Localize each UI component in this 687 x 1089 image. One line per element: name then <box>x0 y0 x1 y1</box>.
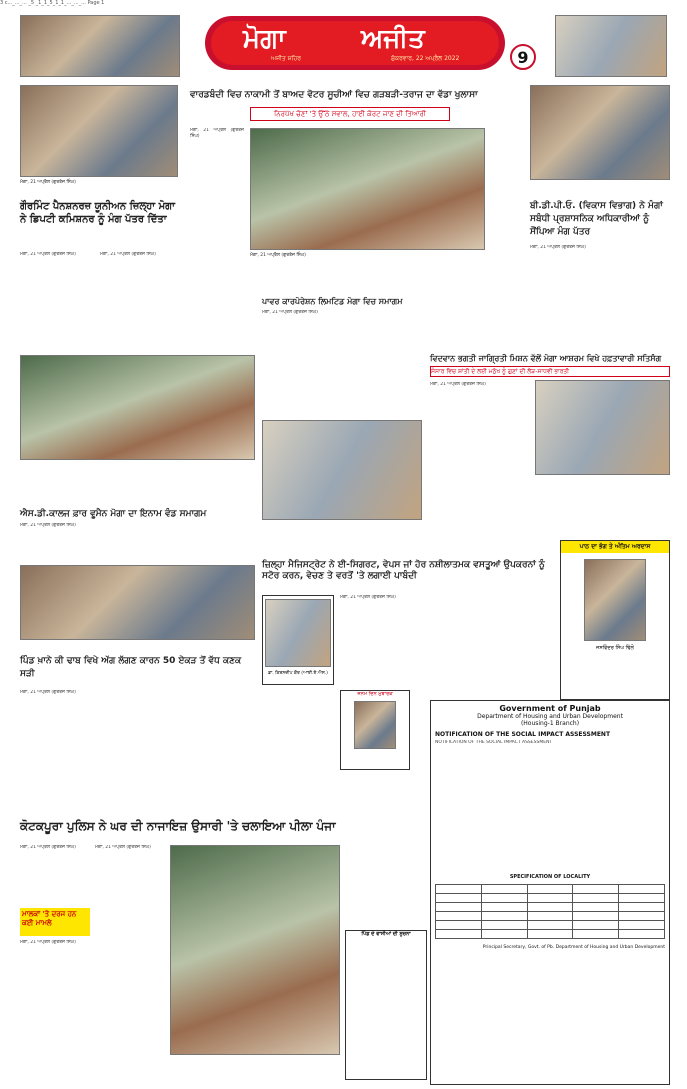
bhajan-headline: ਵਿਦਵਾਨ ਭਗਤੀ ਜਾਗ੍ਰਿਤੀ ਮਿਸ਼ਨ ਵੱਲੋਂ ਮੋਗਾ ਆਸ਼ਰਮ ਵਿਖੇ ਹਫ਼ਤਾਵਾਰੀ ਸਤਿਸੰਗ <box>430 354 662 363</box>
gov-table <box>435 884 665 939</box>
bhog-name: ਜਸਵਿੰਦਰ ਸਿੰਘ ਢਿੱਲੋਂ <box>596 645 634 651</box>
school-body: ਮੋਗਾ, 21 ਅਪ੍ਰੈਲ (ਗੁਰਤੇਜ ਸਿੰਘ) <box>20 523 76 528</box>
demolition-photo <box>170 845 340 1055</box>
dm-body: ਮੋਗਾ, 21 ਅਪ੍ਰੈਲ (ਗੁਰਤੇਜ ਸਿੰਘ) <box>340 595 396 600</box>
bhajan-photo <box>535 380 670 475</box>
bhajan-body: ਮੋਗਾ, 21 ਅਪ੍ਰੈਲ (ਗੁਰਤੇਜ ਸਿੰਘ) <box>430 382 486 387</box>
pension-body-2: ਮੋਗਾ, 21 ਅਪ੍ਰੈਲ (ਗੁਰਤੇਜ ਸਿੰਘ) <box>100 252 156 257</box>
village-headline: ਪਿੰਡ ਖ਼ਾਨੇ ਕੀ ਢਾਬ ਵਿਖੇ ਅੱਗ ਲੱਗਣ ਕਾਰਨ 50 ਏਕੜ ਤੋਂ ਵੱਧ ਕਣਕ ਸੜੀ <box>20 656 242 679</box>
gov-branch: (Housing-1 Branch) <box>520 720 580 727</box>
masthead-sub-left: ਅਜੀਤ ਸ਼ਹਿਰ <box>271 55 301 62</box>
masthead-ajit: ਅਜੀਤ <box>361 24 425 54</box>
pension-photo <box>20 85 178 177</box>
kotkapura-body-3: ਮੋਗਾ, 21 ਅਪ੍ਰੈਲ (ਗੁਰਤੇਜ ਸਿੰਘ) <box>95 845 151 850</box>
birthday-photo <box>354 701 396 749</box>
officer-box <box>262 595 334 685</box>
gov-dept: Department of Housing and Urban Development <box>477 713 623 720</box>
kotkapura-headline: ਕੋਟਕਪੂਰਾ ਪੁਲਿਸ ਨੇ ਘਰ ਦੀ ਨਾਜਾਇਜ਼ ਉਸਾਰੀ 'ਤੇ ਚਲਾਇਆ ਪੀਲਾ ਪੰਜਾ <box>20 819 336 833</box>
kotkapura-box: ਮਾਲਕਾਂ 'ਤੇ ਦਰਜ ਹਨ ਕਈ ਮਾਮਲੇ <box>20 908 90 936</box>
gov-notice-body: NOTIFICATION OF THE SOCIAL IMPACT ASSESSMENT <box>435 740 553 745</box>
bdpo-body: ਮੋਗਾ, 21 ਅਪ੍ਰੈਲ (ਗੁਰਤੇਜ ਸਿੰਘ) <box>530 245 586 250</box>
top-headline: ਵਾਰਡਬੰਦੀ ਵਿਚ ਨਾਕਾਮੀ ਤੋਂ ਬਾਅਦ ਵੋਟਰ ਸੂਚੀਆਂ ਵਿਚ ਗੜਬੜੀ-ਤਰਾਜ ਦਾ ਵੱਡਾ ਖੁਲਾਸਾ <box>190 90 478 100</box>
masthead-date: ਸ਼ੁੱਕਰਵਾਰ, 22 ਅਪ੍ਰੈਲ 2022 <box>391 55 460 62</box>
probate-title: ਪਿੰਡ ਦੇ ਵਾਸੀਆਂ ਦੀ ਸੂਚਨਾ <box>361 931 411 937</box>
pension-caption: ਮੋਗਾ, 21 ਅਪ੍ਰੈਲ (ਗੁਰਤੇਜ ਸਿੰਘ) <box>20 180 76 185</box>
pahwa-headline: ਪਾਵਰ ਕਾਰਪੋਰੇਸ਼ਨ ਲਿਮਟਿਡ ਮੋਗਾ ਵਿਚ ਸਮਾਗਮ <box>262 297 403 306</box>
masthead-banner <box>205 16 505 70</box>
probate-notice <box>345 930 427 1080</box>
school-photo <box>20 355 255 460</box>
gov-notice <box>430 700 670 1085</box>
village-photo <box>20 565 255 640</box>
school-headline: ਐਸ.ਡੀ.ਕਾਲਜ ਫ਼ਾਰ ਵੂਮੈਨ ਮੋਗਾ ਦਾ ਇਨਾਮ ਵੰਡ ਸਮਾਗਮ <box>20 509 207 519</box>
gov-title: Government of Punjab <box>499 704 601 713</box>
main-body-1: ਮੋਗਾ, 21 ਅਪ੍ਰੈਲ (ਗੁਰਤੇਜ ਸਿੰਘ) <box>190 128 244 140</box>
bdpo-photo <box>530 85 670 180</box>
gov-table-title: SPECIFICATION OF LOCALITY <box>509 874 591 880</box>
dm-headline: ਜ਼ਿਲ੍ਹਾ ਮੈਜਿਸਟ੍ਰੇਟ ਨੇ ਈ-ਸਿਗਰਟ, ਵੇਪਸ ਜਾਂ ਹੋਰ ਨਸ਼ੀਲਾਤਮਕ ਵਸਤੂਆਂ ਉਪਕਰਨਾਂ ਨੂੰ ਸਟੋਰ ਕਰਨ, ਵੇਚਣ ਤੇ ਵਰਤੋਂ 'ਤੇ ਲਗਾਈ ਪਾਬੰਦੀ <box>262 560 545 581</box>
bhog-portrait <box>584 559 646 641</box>
bhog-title: ਪਾਠ ਦਾ ਭੋਗ ਤੇ ਅੰਤਿਮ ਅਰਦਾਸ <box>561 541 669 553</box>
meeting-caption: ਮੋਗਾ, 21 ਅਪ੍ਰੈਲ (ਗੁਰਤੇਜ ਸਿੰਘ) <box>250 253 306 258</box>
birthday-ad <box>340 690 410 770</box>
bdpo-headline: ਬੀ.ਡੀ.ਪੀ.ਓ. (ਵਿਕਾਸ ਵਿਭਾਗ) ਨੇ ਮੰਗਾਂ ਸਬੰਧੀ ਪ੍ਰਸ਼ਾਸਨਿਕ ਅਧਿਕਾਰੀਆਂ ਨੂੰ ਸੌਂਪਿਆ ਮੰਗ ਪੱਤਰ <box>530 201 663 237</box>
kotkapura-body-1: ਮੋਗਾ, 21 ਅਪ੍ਰੈਲ (ਗੁਰਤੇਜ ਸਿੰਘ) <box>20 845 76 850</box>
birthday-title: ਜਨਮ ਦਿਨ ਮੁਬਾਰਕ <box>357 691 393 697</box>
masthead-right-photo <box>555 15 667 77</box>
bhajan-subhead: ਸੰਸਾਰ ਵਿਚ ਸ਼ਾਂਤੀ ਦੇ ਲਈ ਮਨੁੱਖ ਨੂੰ ਗੁਣਾਂ ਦੀ ਲੋੜ-ਸਾਧਵੀ ਭਾਰਤੀ <box>430 366 670 377</box>
print-strip: 3 c..._..._... _5 _1_1_5_1_1_..._..._... Page 1 <box>0 0 105 6</box>
village-body: ਮੋਗਾ, 21 ਅਪ੍ਰੈਲ (ਗੁਰਤੇਜ ਸਿੰਘ) <box>20 690 76 695</box>
pahwa-body: ਮੋਗਾ, 21 ਅਪ੍ਰੈਲ (ਗੁਰਤੇਜ ਸਿੰਘ) <box>262 310 318 315</box>
pension-body-1: ਮੋਗਾ, 21 ਅਪ੍ਰੈਲ (ਗੁਰਤੇਜ ਸਿੰਘ) <box>20 252 76 257</box>
officer-caption: ਡਾ. ਕਿਰਨਦੀਪ ਕੌਰ (ਆਈ.ਏ.ਐਸ.) <box>268 671 328 676</box>
meeting-photo <box>250 128 485 250</box>
gov-notice-title: NOTIFICATION OF THE SOCIAL IMPACT ASSESSMENT <box>435 731 611 738</box>
pahwa-photo <box>262 420 422 520</box>
bhog-ad <box>560 540 670 700</box>
masthead-moga: ਮੋਗਾ <box>243 24 286 54</box>
masthead-left-photo <box>20 15 180 77</box>
kotkapura-body-2: ਮੋਗਾ, 21 ਅਪ੍ਰੈਲ (ਗੁਰਤੇਜ ਸਿੰਘ) <box>20 940 76 945</box>
officer-photo <box>265 599 331 667</box>
page-number: 9 <box>510 44 536 70</box>
pension-headline: ਗੌਰਮਿੰਟ ਪੈਨਸ਼ਨਰਜ਼ ਯੂਨੀਅਨ ਜ਼ਿਲ੍ਹਾ ਮੋਗਾ ਨੇ ਡਿਪਟੀ ਕਮਿਸ਼ਨਰ ਨੂੰ ਮੰਗ ਪੱਤਰ ਦਿੱਤਾ <box>20 201 175 225</box>
gov-footer: Principal Secretary, Govt. of Pb. Department of Housing and Urban Development <box>482 945 665 950</box>
top-subhead: ਨਿਰਪੱਖ ਚੋਣਾਂ 'ਤੇ ਉੱਠੇ ਸਵਾਲ, ਹਾਈ ਕੋਰਟ ਜਾਣ ਦੀ ਤਿਆਰੀ <box>250 107 450 121</box>
